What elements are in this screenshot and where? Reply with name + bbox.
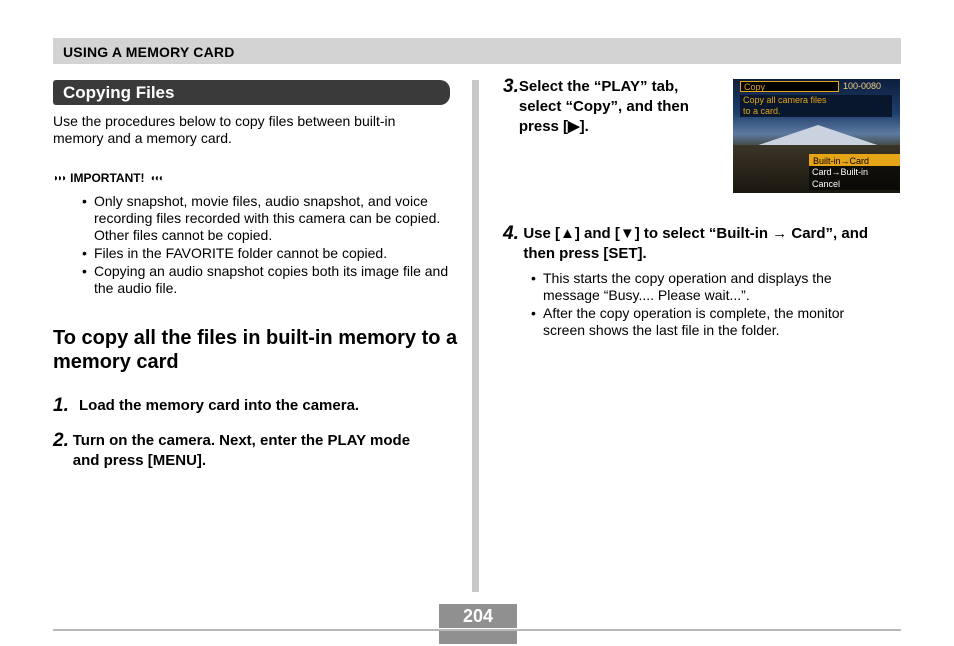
camera-menu-title: Copy bbox=[740, 81, 839, 92]
step-3 bbox=[503, 77, 703, 137]
header-bar bbox=[53, 38, 901, 64]
important-label: IMPORTANT! bbox=[70, 171, 145, 185]
step-4 bbox=[503, 224, 893, 264]
step-text: Turn on the camera. Next, enter the PLAY mode and press [MENU]. bbox=[72, 432, 411, 469]
important-note bbox=[53, 171, 162, 185]
camera-option: Card→Built-in bbox=[809, 166, 900, 178]
header-title: USING A MEMORY CARD bbox=[63, 44, 235, 60]
section-title-bar bbox=[53, 80, 450, 105]
list-item: • Only snapshot, movie files, audio snapshot, and voice recording files recorded with this camera can be copied. Other files cannot be copied. bbox=[82, 193, 452, 244]
procedure-heading: To copy all the files in built-in memory to a memory card bbox=[53, 327, 458, 373]
step-text: Select the “PLAY” tab, select “Copy”, and then press [▶]. bbox=[518, 78, 689, 135]
step-4-bullet-list bbox=[531, 270, 881, 340]
list-item: • Copying an audio snapshot copies both its image file and the audio file. bbox=[82, 263, 452, 297]
camera-message-line: Copy all camera files bbox=[743, 95, 827, 105]
step-text: Load the memory card into the camera. bbox=[79, 397, 360, 414]
step-1 bbox=[53, 396, 359, 416]
camera-option: Cancel bbox=[809, 178, 900, 190]
important-bullet-list bbox=[82, 193, 452, 298]
camera-options-menu bbox=[809, 154, 900, 190]
step-number: 2. bbox=[53, 430, 69, 451]
list-item: • Files in the FAVORITE folder cannot be copied. bbox=[82, 245, 452, 262]
camera-screen-image bbox=[733, 79, 900, 193]
speaker-right-icon: ◗◗◗ bbox=[53, 172, 66, 184]
camera-option-selected: Built-in→Card bbox=[809, 154, 900, 166]
list-item: • After the copy operation is complete, the monitor screen shows the last file in the folder. bbox=[531, 305, 881, 339]
speaker-left-icon: ◖◖◖ bbox=[149, 172, 162, 184]
camera-file-number: 100-0080 bbox=[843, 81, 882, 91]
page-number: 204 bbox=[462, 606, 494, 626]
intro-text: Use the procedures below to copy files between built-in memory and a memory card. bbox=[53, 113, 396, 146]
step-number: 3. bbox=[503, 76, 519, 97]
step-2 bbox=[53, 431, 433, 471]
camera-message bbox=[740, 95, 892, 117]
column-divider bbox=[472, 80, 479, 592]
section-title: Copying Files bbox=[63, 83, 175, 102]
camera-message-line: to a card. bbox=[743, 106, 781, 116]
list-item: • This starts the copy operation and displays the message “Busy.... Please wait...”. bbox=[531, 270, 881, 304]
step-text: Use [▲] and [▼] to select “Built-in → Card”, and then press [SET]. bbox=[523, 225, 869, 262]
footer-tab bbox=[439, 631, 517, 644]
step-number: 4. bbox=[503, 223, 519, 244]
step-number: 1. bbox=[53, 395, 69, 416]
